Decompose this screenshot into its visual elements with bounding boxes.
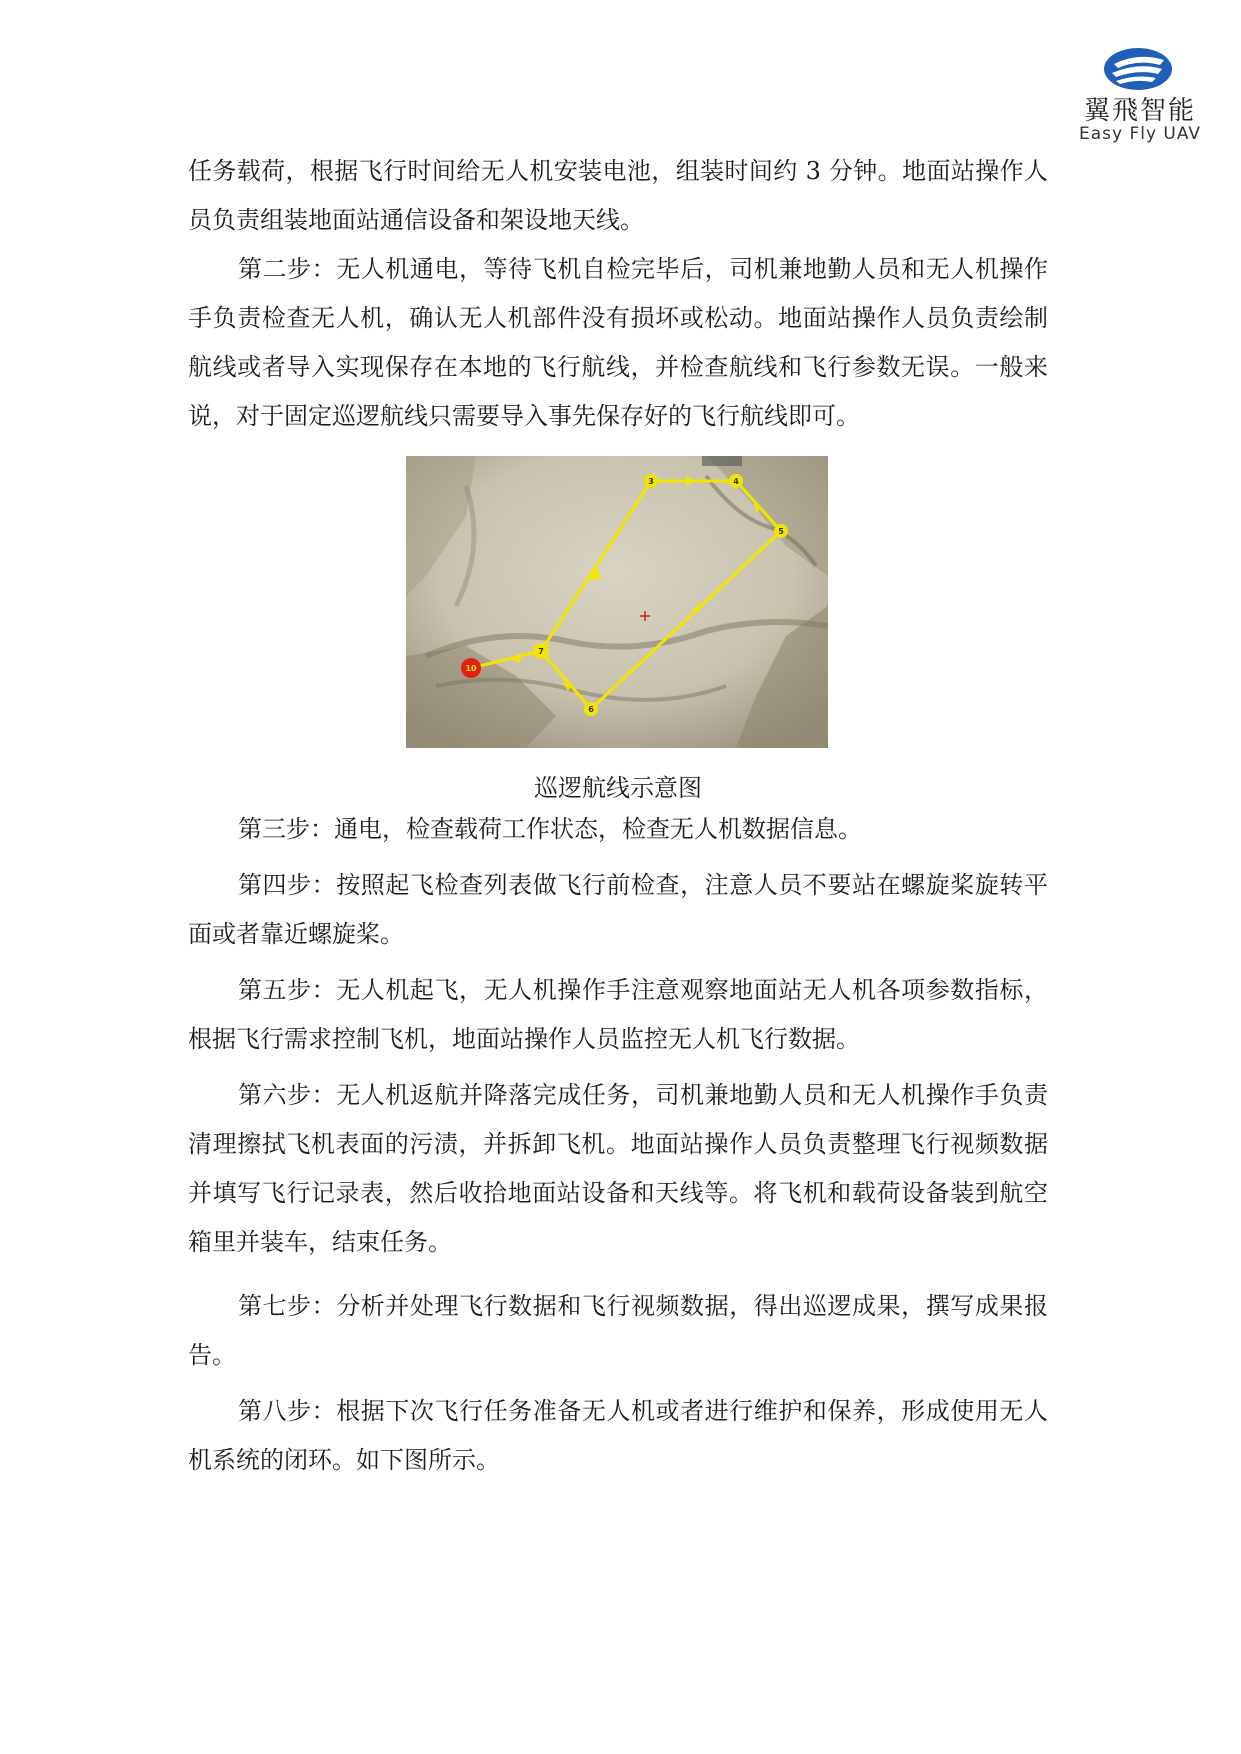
text-line: 航线或者导入实现保存在本地的飞行航线，并检查航线和飞行参数无误。一般来	[188, 353, 1048, 381]
text-line: 第七步：分析并处理飞行数据和飞行视频数据，得出巡逻成果，撰写成果报	[238, 1292, 1048, 1320]
text-line: 告。	[188, 1341, 236, 1369]
svg-text:7: 7	[538, 647, 544, 656]
svg-text:6: 6	[588, 705, 594, 714]
paragraph-step-6	[188, 1071, 1048, 1267]
text-line: 员负责组装地面站通信设备和架设地天线。	[188, 206, 644, 234]
paragraph-step-4	[188, 861, 1048, 959]
svg-text:4: 4	[733, 477, 739, 486]
satellite-map-image	[406, 456, 828, 748]
figure-caption: 巡逻航线示意图	[534, 774, 702, 802]
logo-english-name: Easy Fly UAV	[1078, 124, 1202, 144]
text-line: 根据飞行需求控制飞机，地面站操作人员监控无人机飞行数据。	[188, 1025, 860, 1053]
paragraph-continuation	[188, 147, 1048, 245]
waypoint-3	[644, 474, 658, 488]
text-line: 第二步：无人机通电，等待飞机自检完毕后，司机兼地勤人员和无人机操作	[238, 255, 1048, 283]
text-line: 第五步：无人机起飞，无人机操作手注意观察地面站无人机各项参数指标，	[238, 976, 1048, 1004]
text-line: 任务载荷，根据飞行时间给无人机安装电池，组装时间约 3 分钟。地面站操作人	[188, 157, 1048, 185]
paragraph-step-7	[188, 1282, 1048, 1380]
text-line: 第三步：通电，检查载荷工作状态，检查无人机数据信息。	[238, 815, 862, 843]
easy-fly-logo-icon	[1102, 46, 1174, 92]
text-line: 第八步：根据下次飞行任务准备无人机或者进行维护和保养，形成使用无人	[238, 1397, 1048, 1425]
waypoint-6	[584, 702, 598, 716]
paragraph-step-2	[188, 245, 1048, 441]
text-line: 手负责检查无人机，确认无人机部件没有损坏或松动。地面站操作人员负责绘制	[188, 304, 1048, 332]
svg-text:3: 3	[648, 477, 654, 486]
paragraph-step-5	[188, 966, 1048, 1064]
waypoint-10-home	[461, 658, 481, 678]
patrol-route-map	[406, 456, 828, 748]
text-line: 说，对于固定巡逻航线只需要导入事先保存好的飞行航线即可。	[188, 402, 860, 430]
text-line: 第六步：无人机返航并降落完成任务，司机兼地勤人员和无人机操作手负责	[238, 1081, 1048, 1109]
text-line: 面或者靠近螺旋桨。	[188, 920, 404, 948]
logo-chinese-name: 翼飛智能	[1083, 96, 1196, 126]
paragraph-step-8	[188, 1387, 1048, 1485]
svg-text:5: 5	[778, 527, 784, 536]
waypoint-5	[774, 524, 788, 538]
svg-text:10: 10	[465, 664, 477, 673]
text-line: 机系统的闭环。如下图所示。	[188, 1446, 500, 1474]
waypoint-4	[729, 474, 743, 488]
text-line: 清理擦拭飞机表面的污渍，并拆卸飞机。地面站操作人员负责整理飞行视频数据	[188, 1130, 1048, 1158]
text-line: 第四步：按照起飞检查列表做飞行前检查，注意人员不要站在螺旋桨旋转平	[238, 871, 1048, 899]
paragraph-step-3	[188, 805, 1048, 854]
waypoint-7	[533, 643, 549, 659]
text-line: 并填写飞行记录表，然后收拾地面站设备和天线等。将飞机和载荷设备装到航空	[188, 1179, 1048, 1207]
company-logo	[1070, 40, 1210, 150]
text-line: 箱里并装车，结束任务。	[188, 1228, 452, 1256]
